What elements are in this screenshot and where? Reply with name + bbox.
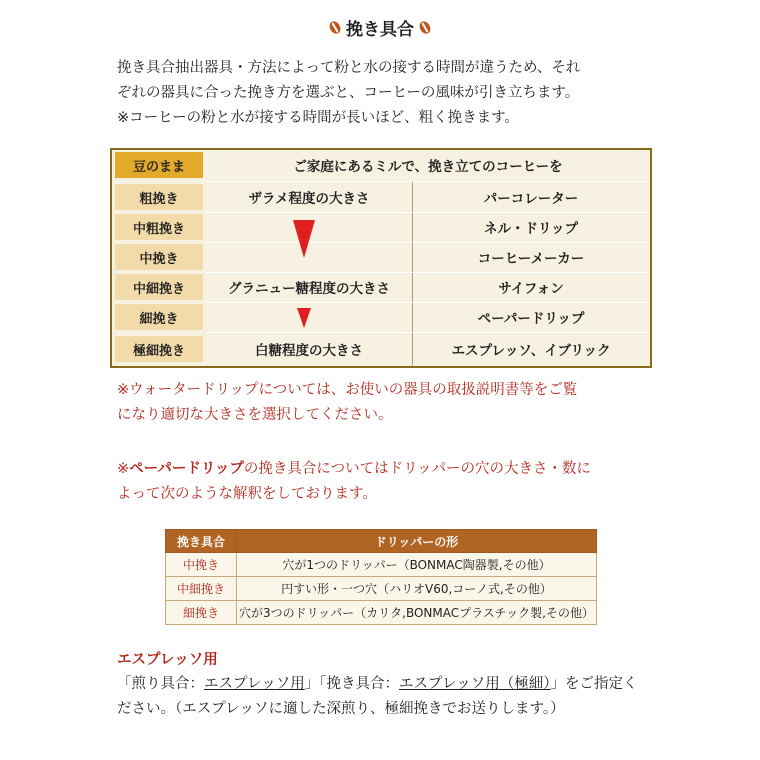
- table-row: [112, 150, 650, 180]
- espresso-text: [117, 672, 662, 722]
- grind-label: 極細挽き: [115, 336, 203, 362]
- grind-label: 中粗挽き: [115, 214, 203, 240]
- note-line: よって次のような解釈をしております。: [117, 486, 377, 502]
- column-header: 挽き具合: [166, 530, 237, 553]
- intro-line: ぞれの器具に合った挽き方を選ぶと、コーヒーの風味が引き立ちます。: [117, 85, 580, 101]
- quote-text: 」をご指定く: [550, 676, 638, 692]
- table-row: [112, 272, 650, 302]
- intro-line: ※コーヒーの粉と水が接する時間が長いほど、粗く挽きます。: [117, 110, 519, 126]
- paper-drip-note: [117, 457, 662, 507]
- grind-option: エスプレッソ用（極細）: [399, 676, 551, 692]
- grind-label: 中挽き: [115, 244, 203, 270]
- down-arrow-icon: [293, 220, 315, 258]
- espresso-line: ださい。（エスプレッソに適した深煎り、極細挽きでお送りします。）: [117, 701, 565, 717]
- table-row: [112, 242, 650, 272]
- grind-tool: パーコレーター: [483, 191, 579, 207]
- table-row: [112, 182, 650, 212]
- grind-desc: ご家庭にあるミルで、挽き立てのコーヒーを: [293, 159, 563, 175]
- grind-desc: グラニュー糖程度の大きさ: [228, 281, 390, 297]
- grind-label: 細挽き: [115, 304, 203, 330]
- table-row: [166, 553, 597, 577]
- note-line: の挽き具合についてはドリッパーの穴の大きさ・数に: [243, 461, 591, 477]
- section-title: [0, 14, 760, 40]
- grind-label: 細挽き: [166, 601, 237, 625]
- table-header-row: [166, 530, 597, 553]
- grind-tool: エスプレッソ、イブリック: [451, 343, 611, 359]
- note-line: ※ウォータードリップについては、お使いの器具の取扱説明書等をご覧: [117, 382, 578, 398]
- grind-label: 中細挽き: [166, 577, 237, 601]
- water-drip-note: [117, 378, 662, 428]
- note-line: になり適切な大きさを選択してください。: [117, 407, 393, 423]
- dripper-shape: 穴が3つのドリッパー（カリタ,BONMACプラスチック製,その他）: [237, 601, 597, 625]
- grind-tool: サイフォン: [498, 281, 564, 297]
- grind-desc: ザラメ程度の大きさ: [248, 191, 370, 207]
- roast-option: エスプレッソ用: [204, 676, 305, 692]
- grind-label: 粗挽き: [115, 184, 203, 210]
- grind-label: 中細挽き: [115, 274, 203, 300]
- espresso-heading: エスプレッソ用: [117, 652, 218, 668]
- quote-text: 「煎り具合：: [117, 676, 204, 692]
- grind-label: 豆のまま: [115, 152, 203, 178]
- grind-label: 中挽き: [166, 553, 237, 577]
- intro-line: 挽き具合抽出器具・方法によって粉と水の接する時間が違うため、それ: [117, 60, 581, 76]
- down-arrow-icon: [297, 308, 311, 328]
- grind-tool: ネル・ドリップ: [484, 221, 578, 237]
- table-row: [112, 212, 650, 242]
- row-divider: [206, 332, 650, 333]
- column-header: ドリッパーの形: [237, 530, 597, 553]
- grind-table: [110, 148, 652, 368]
- table-row: [166, 601, 597, 625]
- grind-tool: コーヒーメーカー: [477, 251, 585, 267]
- page-title: 挽き具合: [346, 19, 414, 40]
- coffee-bean-icon: [417, 19, 432, 35]
- dripper-table: [165, 529, 597, 625]
- quote-text: 」: [304, 676, 320, 692]
- grind-tool: ペーパードリップ: [477, 311, 585, 327]
- table-row: [166, 577, 597, 601]
- grind-desc: 白糖程度の大きさ: [255, 343, 363, 359]
- dripper-shape: 穴が1つのドリッパー（BONMAC陶器製,その他）: [237, 553, 597, 577]
- table-row: [112, 334, 650, 364]
- intro-text: [117, 56, 657, 131]
- dripper-shape: 円すい形・一つ穴（ハリオV60,コーノ式,その他）: [237, 577, 597, 601]
- note-prefix: ※: [117, 461, 130, 477]
- table-row: [112, 302, 650, 332]
- quote-text: 「挽き具合：: [319, 676, 400, 692]
- note-emphasis: ペーパードリップ: [129, 461, 244, 477]
- coffee-bean-icon: [327, 19, 342, 35]
